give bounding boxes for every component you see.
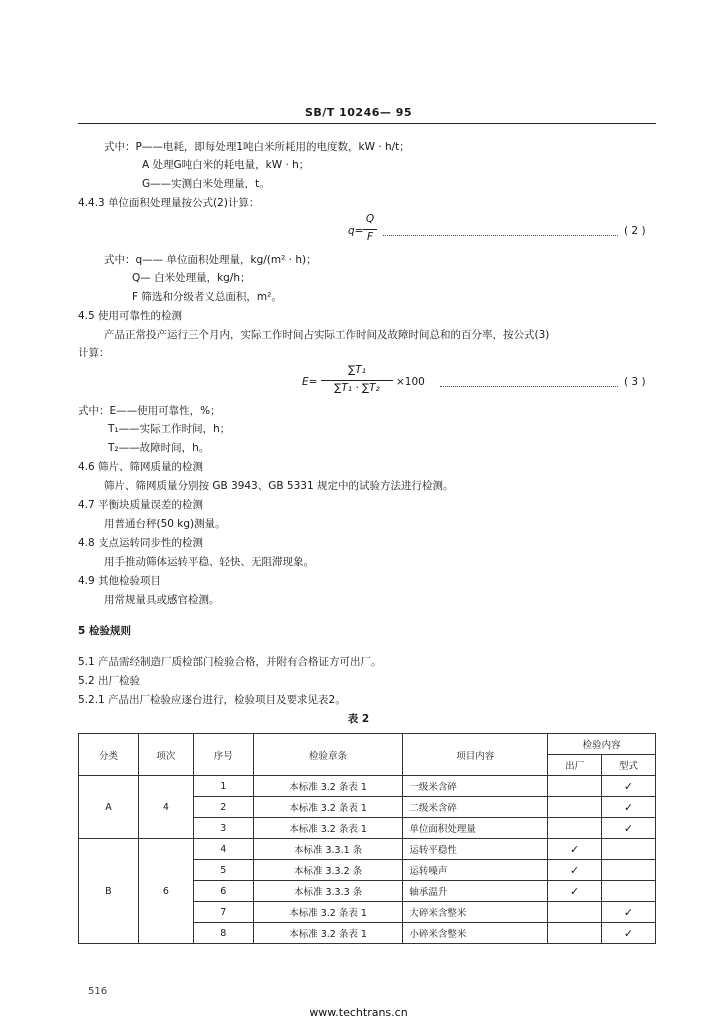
header-factory: 出厂 (548, 755, 602, 776)
text-line: 筛片、筛网质量分别按 GB 3943、GB 5331 规定中的试验方法进行检测。 (104, 480, 454, 492)
row-clause: 本标准 3.2 条表 1 (253, 902, 403, 923)
footer-url[interactable]: www.techtrans.cn (309, 1006, 408, 1019)
row-factory (548, 923, 602, 944)
formula-2-lhs: q= (348, 225, 364, 237)
section-heading: 4.9 其他检验项目 (78, 575, 162, 587)
text-line: F 筛选和分级者义总面积，m²。 (132, 291, 282, 303)
text-line: 产品正常投产运行三个月内，实际工作时间占实际工作时间及故障时间总和的百分率，按公式(3) (104, 329, 550, 341)
table-row (79, 776, 656, 797)
row-seq: 2 (193, 797, 253, 818)
text-line: 式中：q—— 单位面积处理量，kg/(m² · h)； (104, 254, 317, 266)
text-line: T₁——实际工作时间，h； (108, 423, 231, 435)
row-content: 二级米含碎 (403, 797, 548, 818)
row-clause: 本标准 3.2 条表 1 (253, 818, 403, 839)
row-type: ✓ (602, 797, 656, 818)
formula-3-multiplier: ×100 (396, 376, 425, 388)
page-number: 516 (88, 986, 108, 997)
text-line: A 处理G吨白米的耗电量，kW · h； (142, 159, 310, 171)
formula-3-denominator: ∑T₁ · ∑T₂ (334, 382, 380, 394)
row-seq: 7 (193, 902, 253, 923)
formula-3-numerator: ∑T₁ (348, 364, 366, 376)
header-content: 项目内容 (403, 734, 548, 776)
row-type: ✓ (602, 818, 656, 839)
row-type (602, 860, 656, 881)
row-clause: 本标准 3.3.3 条 (253, 881, 403, 902)
text-line: 式中：P——电耗，即每处理1吨白米所耗用的电度数，kW · h/t； (104, 141, 410, 153)
row-seq: 3 (193, 818, 253, 839)
chapter-heading: 5 检验规则 (78, 625, 131, 637)
row-clause: 本标准 3.2 条表 1 (253, 797, 403, 818)
leader-dots (440, 386, 618, 387)
row-clause: 本标准 3.2 条表 1 (253, 923, 403, 944)
row-seq: 4 (193, 839, 253, 860)
row-factory (548, 797, 602, 818)
group-count: 6 (138, 839, 193, 944)
group-count: 4 (138, 776, 193, 839)
formula-3-lhs: E= (302, 376, 318, 388)
header-clause: 检验章条 (253, 734, 403, 776)
inspection-table (78, 733, 656, 944)
row-content: 单位面积处理量 (403, 818, 548, 839)
table-header-row (79, 734, 656, 755)
text-line: 式中：E——使用可靠性，%； (78, 405, 221, 417)
row-clause: 本标准 3.3.1 条 (253, 839, 403, 860)
text-line: 5.1 产品需经制造厂质检部门检验合格，并附有合格证方可出厂。 (78, 656, 382, 668)
table-title: 表 2 (347, 713, 370, 725)
row-factory: ✓ (548, 839, 602, 860)
row-clause: 本标准 3.3.2 条 (253, 860, 403, 881)
row-factory: ✓ (548, 860, 602, 881)
header-seq: 序号 (193, 734, 253, 776)
row-factory: ✓ (548, 881, 602, 902)
formula-2-fraction-bar (363, 229, 377, 230)
leader-dots (383, 235, 618, 236)
section-heading: 4.6 筛片、筛网质量的检测 (78, 461, 204, 473)
section-heading: 4.8 支点运转同步性的检测 (78, 537, 204, 549)
group-category: A (79, 776, 139, 839)
row-seq: 8 (193, 923, 253, 944)
formula-2-number: ( 2 ) (624, 225, 646, 237)
formula-2-numerator: Q (365, 213, 375, 225)
row-seq: 1 (193, 776, 253, 797)
row-clause: 本标准 3.2 条表 1 (253, 776, 403, 797)
row-type (602, 839, 656, 860)
formula-3-fraction-bar (321, 380, 393, 381)
row-seq: 6 (193, 881, 253, 902)
formula-3-number: ( 3 ) (624, 376, 646, 388)
group-category: B (79, 839, 139, 944)
section-heading: 4.4.3 单位面积处理量按公式(2)计算： (78, 197, 260, 209)
row-content: 一级米含碎 (403, 776, 548, 797)
row-type: ✓ (602, 923, 656, 944)
row-seq: 5 (193, 860, 253, 881)
formula-2-denominator: F (366, 231, 374, 243)
text-line: Q— 白米处理量，kg/h； (132, 272, 251, 284)
header-item-count: 项次 (138, 734, 193, 776)
row-content: 运转噪声 (403, 860, 548, 881)
text-line: 5.2.1 产品出厂检验应逐台进行，检验项目及要求见表2。 (78, 694, 346, 706)
text-line: 用手推动筛体运转平稳、轻快、无阻滞现象。 (104, 556, 314, 568)
section-heading: 4.5 使用可靠性的检测 (78, 310, 183, 322)
row-content: 小碎米含整米 (403, 923, 548, 944)
section-heading: 5.2 出厂检验 (78, 675, 141, 687)
text-line: T₂——故障时间，h。 (108, 442, 210, 454)
row-factory (548, 818, 602, 839)
text-line: 用普通台秤(50 kg)测量。 (104, 518, 226, 530)
text-line: G——实测白米处理量，t。 (142, 178, 270, 190)
section-heading: 4.7 平衡块质量误差的检测 (78, 499, 204, 511)
row-factory (548, 776, 602, 797)
header-inspect: 检验内容 (548, 734, 656, 755)
row-content: 大碎米含整米 (403, 902, 548, 923)
row-content: 运转平稳性 (403, 839, 548, 860)
row-type: ✓ (602, 776, 656, 797)
header-type: 型式 (602, 755, 656, 776)
text-line: 用常规量具或感官检测。 (104, 594, 220, 606)
table-row (79, 839, 656, 860)
text-line: 计算： (78, 347, 110, 359)
row-type: ✓ (602, 902, 656, 923)
row-content: 轴承温升 (403, 881, 548, 902)
header-rule (78, 123, 656, 124)
page-header: SB/T 10246— 95 (304, 106, 413, 119)
row-type (602, 881, 656, 902)
header-category: 分类 (79, 734, 139, 776)
row-factory (548, 902, 602, 923)
